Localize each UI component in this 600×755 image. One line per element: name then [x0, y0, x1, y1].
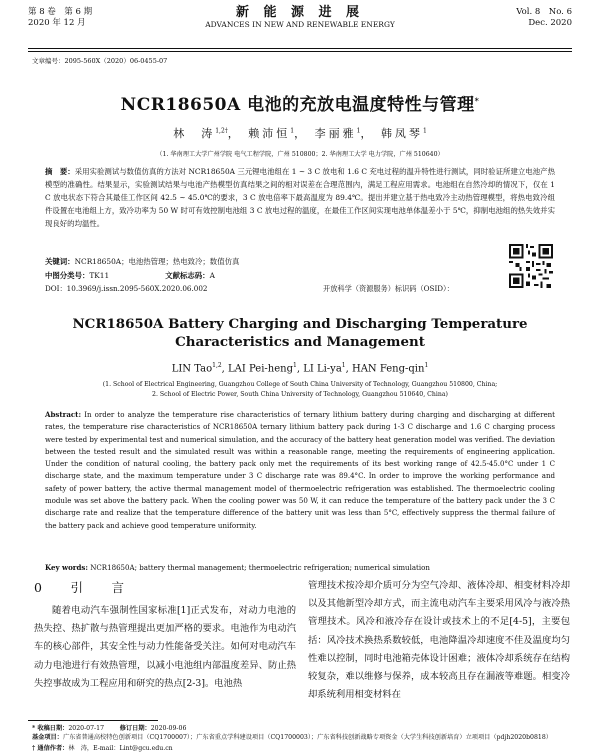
header-rule [28, 48, 572, 49]
title-en [0, 315, 600, 351]
running-header-right [516, 7, 572, 29]
author-en-sup: 1 [424, 362, 429, 369]
author-en-sup: 1 [341, 362, 346, 369]
received-date: 2020-07-17 [68, 725, 105, 732]
abstract-cn [45, 165, 555, 230]
author-en-sup: 1 [293, 362, 297, 369]
footnote-fund [32, 733, 572, 743]
osid-label: 开放科学（资源服务）标识码（OSID）： [323, 284, 454, 293]
affiliation-cn: （1. 华南理工大学广州学院 电气工程学院，广州 510800；2. 华南理工大学 电力学院，广州 510640） [156, 151, 444, 158]
title-en-line1: NCR18650A Battery Charging and Discharging Temperature [72, 316, 528, 332]
abstract-en-label: Abstract: [45, 410, 82, 419]
author-cn-sup: 1 [422, 127, 427, 135]
journal-name-cn: 新 能 源 进 展 [235, 5, 365, 20]
author-cn-sup: 1,2† [215, 127, 228, 135]
doc-code-label: 文献标志码： [165, 271, 210, 280]
revised-label: 修订日期： [119, 725, 151, 732]
author-en-sup: 1,2 [212, 362, 222, 369]
keywords-en [45, 563, 430, 572]
clc-value: TK11 [89, 271, 110, 280]
journal-name-en: ADVANCES IN NEW AND RENEWABLE ENERGY [205, 20, 395, 29]
author-en: LIN Tao [171, 363, 213, 375]
title-cn [0, 90, 600, 115]
abstract-cn-text: 采用实验测试与数值仿真的方法对 NCR18650A 三元锂电池组在 1 ~ 3 C 放电和 1.6 C 充电过程的温升特性进行测试，同时验证所建立电池产热模型的准确性。结果显示，实验测试结果与电池产热模型仿真结果之间的相对误差在合理范围内，满足工程应用需求。电池组在自然冷却的情况下，仅在 1 C 放电状态下符合其最佳工作区间 42.5 ~ 45.0℃的要求，3 C 放电倍率下最高温度为 89.4℃。提出并建立基于热电致冷主动热管理模型，将热电致冷组件设置在电池组上方，致冷功率为 50 W 时可有效控制电池组 3 C 放电过程的温度，在最佳工作区间实现电池单体温差小于 5℃，抑制电池组的热失效并实现良好的均温性。 [45, 167, 555, 228]
keywords-cn-text: NCR18650A；电池热管理；热电致冷；数值仿真 [74, 257, 240, 266]
affiliation-en [0, 380, 600, 400]
author-cn: 韩凤琴 [380, 127, 423, 140]
date-en: Dec. 2020 [528, 18, 572, 28]
author-cn-sup: 1 [356, 127, 361, 135]
footnote-corresponding [32, 744, 173, 754]
doc-code-value: A [209, 271, 215, 280]
body-column-right: 管理技术按冷却介质可分为空气冷却、液体冷却、相变材料冷却以及其他新型冷却方式，而主流电动汽车主要采用风冷与液冷热管理技术。风冷和液冷存在设计或技术上的不足[4-5]，主要包括：风冷技术换热系数较低，电池降温冷却速度不佳及温度均匀性难以控制，同时电池箱壳体设计困难；液体冷却系统存在结构较复杂，难以维修与保养，成本较高且存在漏液等难题。相变冷却系统利用相变材料在 [308, 580, 570, 701]
issue-cn: 第 8 卷 第 6 期 [28, 7, 93, 17]
author-cn: 赖沛恒 [248, 127, 291, 140]
abstract-cn-label: 摘 要： [45, 167, 75, 176]
title-en-line2: Characteristics and Management [175, 334, 425, 350]
fund-label: 基金项目： [32, 734, 63, 741]
keywords-en-text: NCR18650A; battery thermal management; thermoelectric refrigeration; numerical simulation [90, 563, 430, 572]
corr-text: 林 涛，E-mail：Lint@gcu.edu.cn [68, 745, 173, 752]
author-en: LI Li-ya [303, 363, 342, 375]
abstract-en [45, 409, 555, 532]
title-cn-footnote-mark: * [474, 95, 480, 106]
classification [45, 270, 271, 281]
body-column-left: 随着电动汽车强制性国家标准[1]正式发布，对动力电池的热失控、热扩散与热管理提出更加严格的要求。电池作为电动汽车的核心部件，其安全性与动力性能备受关注。如何对电动汽车动力电池进行有效热管理，以减小电池组内部温度差异、防止热失控事故成为工程应用和研究的热点[2-3]。电池热 [34, 605, 296, 689]
authors-en: LIN Tao$^{1,2}$, LAI Pei-heng$^1$, LI $Li-ya^1$, HAN Feng-qin$^1$ [171, 362, 429, 375]
author-cn: 李丽雅 [314, 127, 357, 140]
volume-en: Vol. 8 No. 6 [516, 7, 572, 17]
doi: DOI：10.3969/j.issn.2095-560X.2020.06.002 [45, 284, 208, 293]
running-header-center [0, 5, 600, 30]
qr-code-icon [509, 244, 553, 288]
author-cn: 林 涛 [173, 127, 216, 140]
authors-cn: 林 涛$^{1,2\dagger}$， 赖沛恒$^1$， 李丽雅$^1$， 韩凤琴$^1$ [173, 127, 427, 140]
footnote-rule [28, 720, 158, 721]
title-cn-text: NCR18650A 电池的充放电温度特性与管理 [120, 95, 475, 115]
keywords-en-label: Key words: [45, 563, 88, 572]
author-en: HAN Feng-qin [351, 363, 425, 375]
affiliation-en-1: (1. School of Electrical Engineering, Guangzhou College of South China University of Technology, Guangzhou 510800, China; [102, 381, 498, 388]
keywords-cn [45, 256, 239, 267]
received-label: * 收稿日期： [32, 725, 69, 732]
article-number: 文章编号：2095-560X（2020）06-0455-07 [32, 57, 168, 65]
author-cn-sup: 1 [290, 127, 295, 135]
keywords-cn-label: 关键词： [45, 257, 75, 266]
affiliation-en-2: 2. School of Electric Power, South China University of Technology, Guangzhou 510640, China) [152, 391, 448, 398]
doc-code [165, 271, 243, 280]
fund-text: 广东省普通高校特色创新项目（CQ1700007）；广东省重点学科建设项目（CQ1700003）；广东省科技创新战略专项资金（大学生科技创新培育）立项项目（pdjh2020b0818） [62, 734, 552, 741]
clc-code [45, 271, 137, 280]
author-en: LAI Pei-heng [228, 363, 293, 375]
revised-date: 2020-09-06 [150, 725, 187, 732]
clc-label: 中图分类号： [45, 271, 90, 280]
abstract-en-text: In order to analyze the temperature rise characteristics of ternary lithium battery during charging and discharging at different rates, the temperature rise characteristics of NCR18650A ternary lithium battery pack during 1-3 C discharge and 1.6 C charging process were tested by experimental test and numerical simulation, and the accuracy of the battery heat generation model was verified. The deviation between the tested result and the simulated result was within a reasonable range, meeting the requirements of engineering application. Under the condition of natural cooling, the battery pack only met the requirements of its best working range of 42.5-45.0°C under 1 C discharge state, and the maximum temperature under 3 C discharge rate was 89.4°C. In order to improve the working performance and safety of power battery, the active thermal management model of thermoelectric refrigeration was established. The thermoelectric cooling module was set above the battery pack. When the cooling power was 50 W, it can reduce the temperature of the battery pack under the 3 C discharge rate and realize that the temperature difference of the battery unit was less than 5°C, effectively suppress the thermal failure of the battery pack and achieve good temperature uniformity. [45, 410, 555, 530]
header-rule-thin [28, 51, 572, 52]
section-heading-introduction: 0 引 言 [34, 580, 132, 595]
date-cn: 2020 年 12 月 [28, 18, 86, 28]
corr-label: † 通信作者： [32, 745, 69, 752]
